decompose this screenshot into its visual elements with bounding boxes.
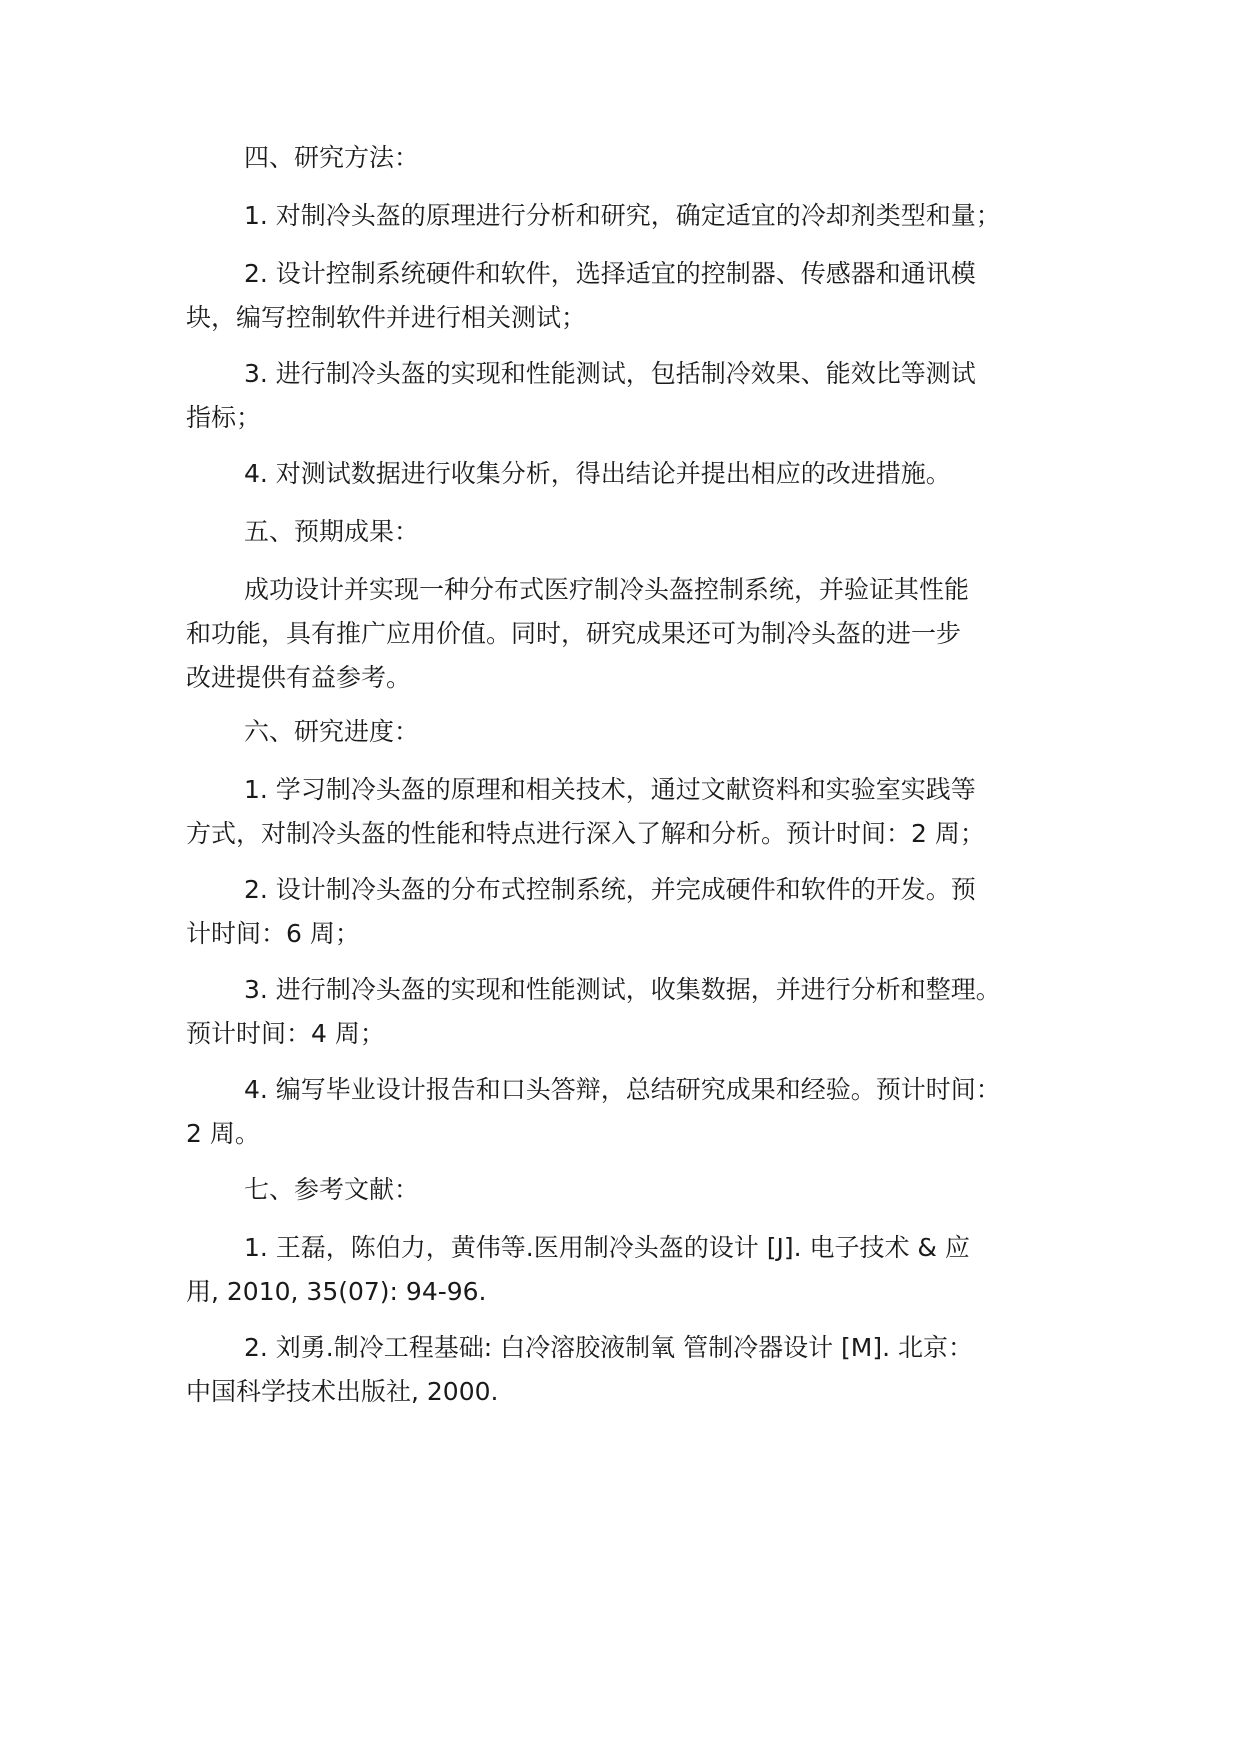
paragraph-line: 计时间：6 周； xyxy=(186,919,360,948)
paragraph-line: 4. 编写毕业设计报告和口头答辩，总结研究成果和经验。预计时间： xyxy=(244,1075,1001,1104)
paragraph-line: 方式，对制冷头盔的性能和特点进行深入了解和分析。预计时间：2 周； xyxy=(186,819,985,848)
reference-item-1 xyxy=(186,1226,1066,1314)
schedule-item-2 xyxy=(186,868,1066,956)
paragraph-line: 3. 进行制冷头盔的实现和性能测试，包括制冷效果、能效比等测试 xyxy=(244,359,976,388)
heading-text: 五、预期成果： xyxy=(244,517,420,546)
heading-text: 四、研究方法： xyxy=(244,143,420,172)
section-heading-schedule xyxy=(186,710,1066,754)
heading-text: 六、研究进度： xyxy=(244,717,420,746)
paragraph-line: 2 周。 xyxy=(186,1119,260,1148)
section-heading-results xyxy=(186,510,1066,554)
paragraph-line: 用, 2010, 35(07): 94-96. xyxy=(186,1277,487,1306)
reference-item-2 xyxy=(186,1326,1066,1414)
paragraph-line: 中国科学技术出版社, 2000. xyxy=(186,1377,499,1406)
paragraph-line: 块，编写控制软件并进行相关测试； xyxy=(186,303,587,332)
paragraph-line: 指标； xyxy=(186,403,262,432)
paragraph-line: 预计时间：4 周； xyxy=(186,1019,385,1048)
paragraph-line: 4. 对测试数据进行收集分析，得出结论并提出相应的改进措施。 xyxy=(244,459,951,488)
methods-item-3 xyxy=(186,352,1066,440)
paragraph-line: 2. 刘勇.制冷工程基础: 白冷溶胶液制氧 管制冷器设计 [M]. 北京： xyxy=(244,1333,973,1362)
methods-item-1 xyxy=(186,194,1066,238)
paragraph-line: 改进提供有益参考。 xyxy=(186,663,412,692)
schedule-item-3 xyxy=(186,968,1066,1056)
results-paragraph xyxy=(186,568,1066,700)
paragraph-line: 和功能，具有推广应用价值。同时，研究成果还可为制冷头盔的进一步 xyxy=(186,619,962,648)
paragraph-line: 3. 进行制冷头盔的实现和性能测试，收集数据，并进行分析和整理。 xyxy=(244,975,1001,1004)
schedule-item-1 xyxy=(186,768,1066,856)
paragraph-line: 成功设计并实现一种分布式医疗制冷头盔控制系统，并验证其性能 xyxy=(244,575,970,604)
methods-item-4 xyxy=(186,452,1066,496)
schedule-item-4 xyxy=(186,1068,1066,1156)
paragraph-line: 1. 王磊，陈伯力，黄伟等.医用制冷头盔的设计 [J]. 电子技术 & 应 xyxy=(244,1233,970,1262)
methods-item-2 xyxy=(186,252,1066,340)
heading-text: 七、参考文献： xyxy=(244,1175,420,1204)
section-heading-references xyxy=(186,1168,1066,1212)
paragraph-line: 1. 学习制冷头盔的原理和相关技术，通过文献资料和实验室实践等 xyxy=(244,775,976,804)
paragraph-line: 2. 设计控制系统硬件和软件，选择适宜的控制器、传感器和通讯模 xyxy=(244,259,976,288)
paragraph-line: 1. 对制冷头盔的原理进行分析和研究，确定适宜的冷却剂类型和量； xyxy=(244,201,1001,230)
paragraph-line: 2. 设计制冷头盔的分布式控制系统，并完成硬件和软件的开发。预 xyxy=(244,875,976,904)
section-heading-methods xyxy=(186,136,1066,180)
